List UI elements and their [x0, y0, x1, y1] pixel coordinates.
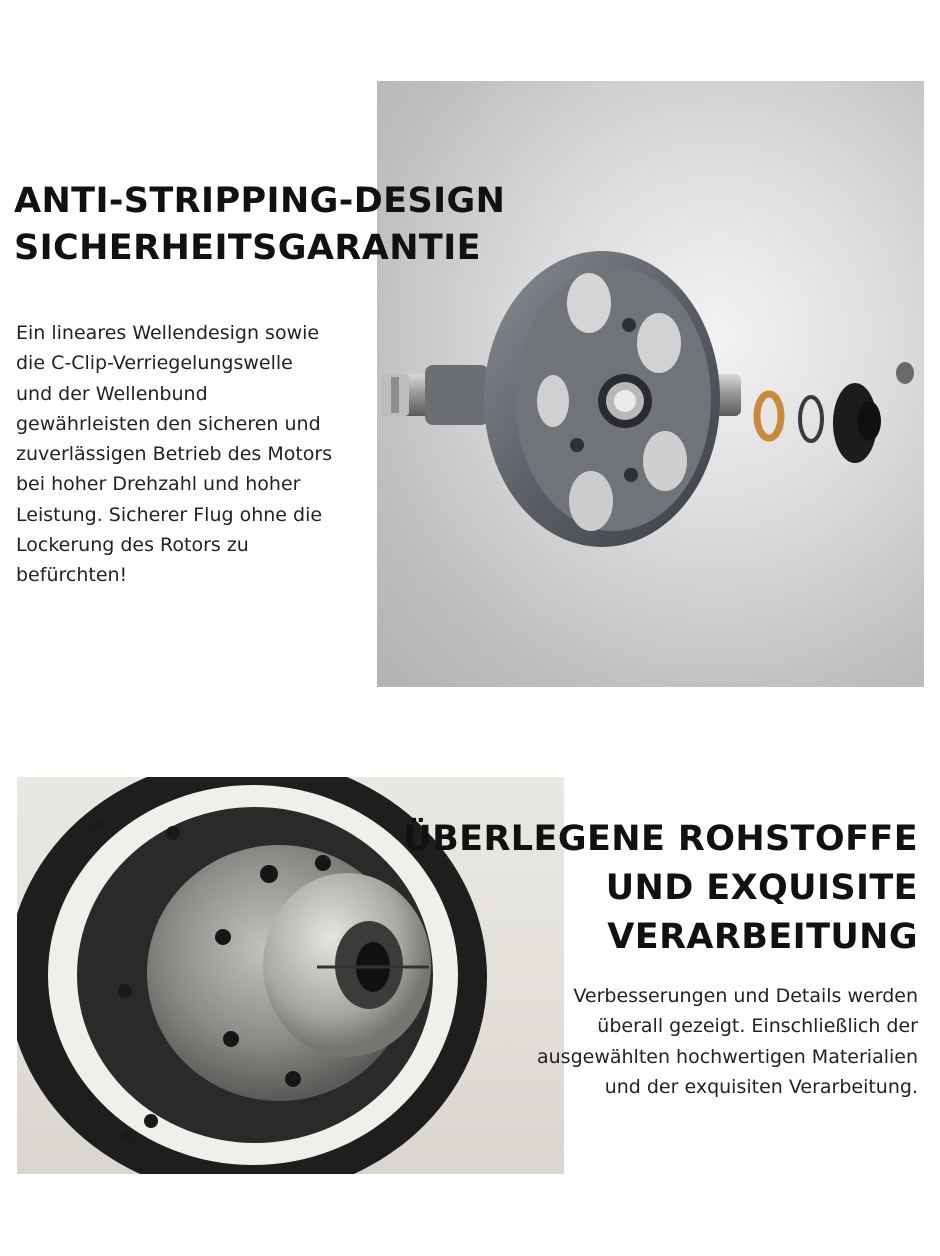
section1-title — [14, 178, 505, 272]
section2-title-line: VERARBEITUNG — [607, 917, 918, 957]
section2-title-line: ÜBERLEGENE ROHSTOFFE — [403, 819, 918, 859]
section1-title-line: ANTI-STRIPPING-DESIGN — [14, 181, 506, 221]
section1-body-line: befürchten! — [16, 564, 128, 587]
section1-body-line: bei hoher Drehzahl und hoher — [16, 473, 301, 496]
section1-body-line: gewährleisten den sicheren und — [16, 412, 321, 435]
section2-title-line: UND EXQUISITE — [605, 868, 918, 908]
section1-body-line: zuverlässigen Betrieb des Motors — [16, 443, 333, 466]
section2-body-line: überall gezeigt. Einschließlich der — [597, 1015, 918, 1038]
rotor-exploded-photo — [377, 81, 924, 687]
section1-body — [16, 318, 332, 591]
section2-body-line: und der exquisiten Verarbeitung. — [604, 1075, 918, 1098]
section1-body-line: und der Wellenbund — [16, 382, 208, 405]
section1-title-line: SICHERHEITSGARANTIE — [14, 228, 481, 268]
section1-body-line: Ein lineares Wellendesign sowie — [16, 322, 320, 344]
section2-body-line: ausgewählten hochwertigen Materialien — [536, 1045, 918, 1068]
section2-body-line: Verbesserungen und Details werden — [573, 985, 918, 1007]
section1-body-line: Leistung. Sicherer Flug ohne die — [16, 503, 323, 526]
section1-body-line: Lockerung des Rotors zu — [16, 534, 249, 557]
section1-body-line: die C-Clip-Verriegelungswelle — [16, 352, 293, 375]
section2-title — [403, 815, 918, 962]
section2-body — [537, 981, 918, 1102]
